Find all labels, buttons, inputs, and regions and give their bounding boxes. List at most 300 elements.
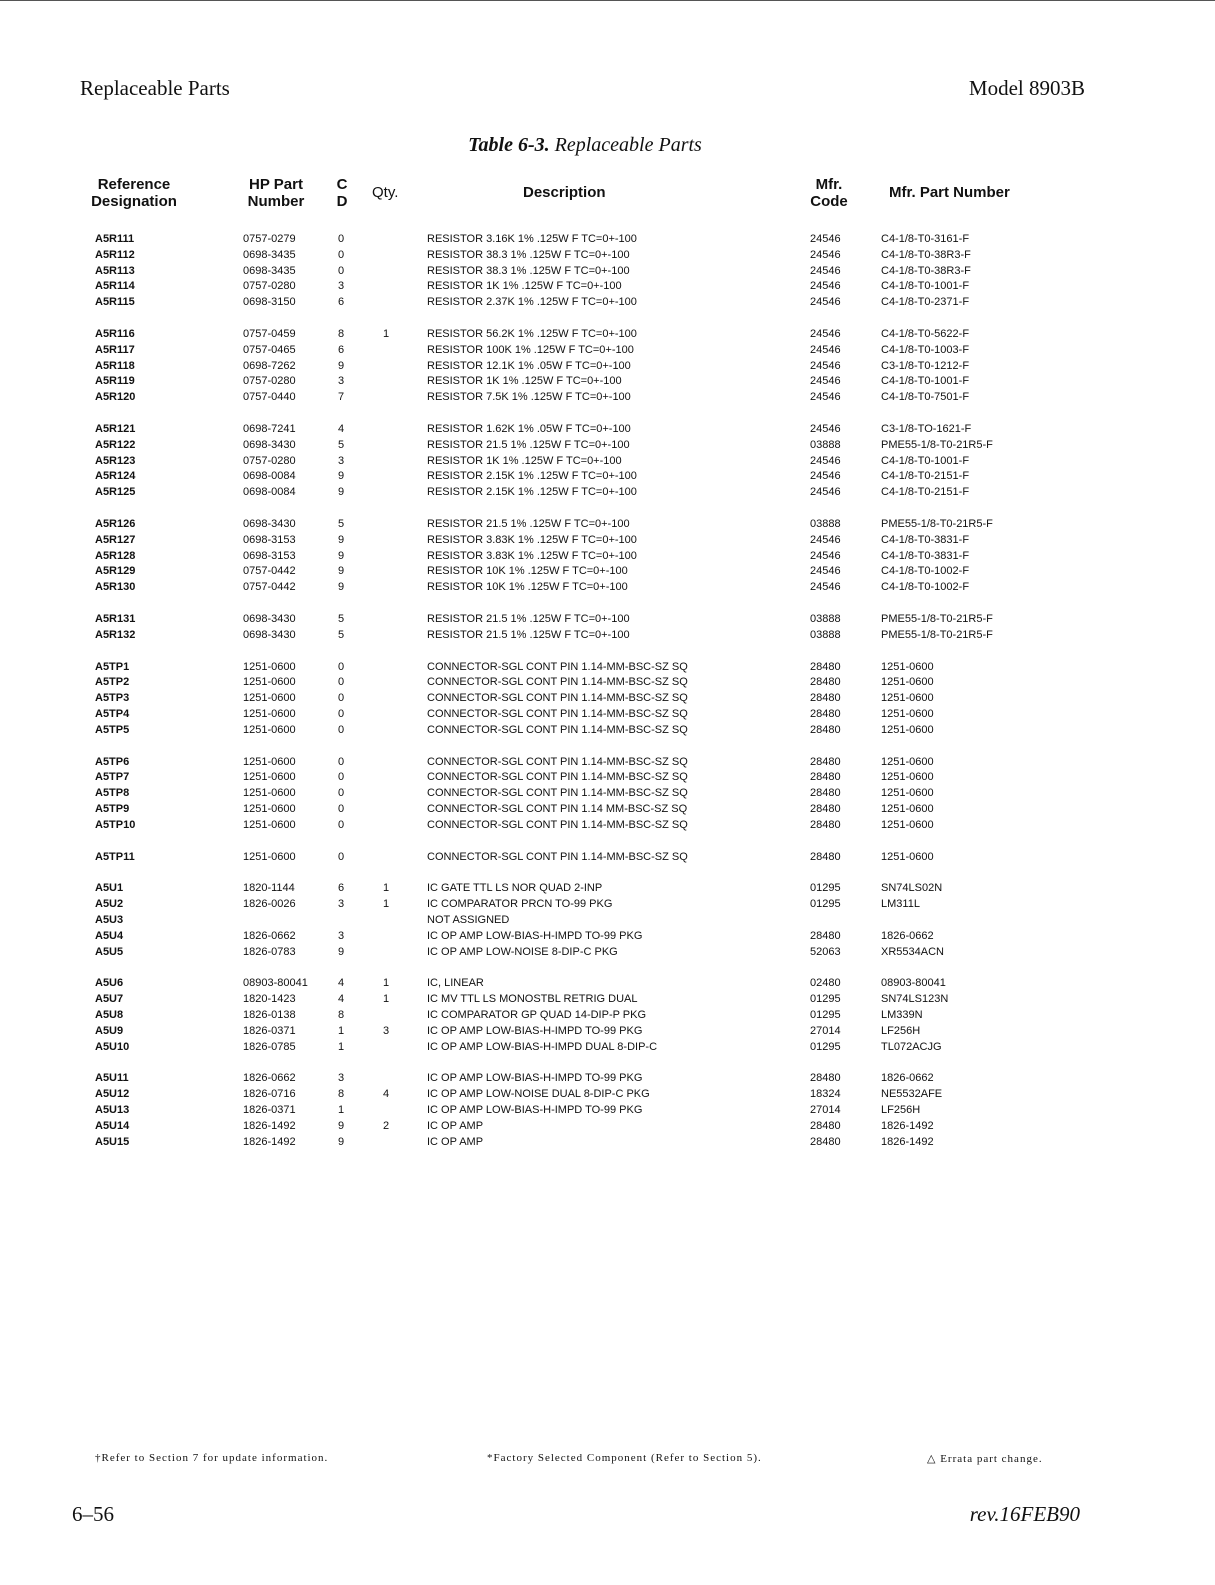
mfr-part-number: C4-1/8-T0-2371-F bbox=[881, 296, 970, 309]
mfr-code: 03888 bbox=[810, 518, 841, 530]
cd-check-digit: 9 bbox=[338, 533, 345, 546]
mfr-code: 24546 bbox=[810, 454, 841, 467]
table-row bbox=[0, 231, 1215, 247]
description: RESISTOR 12.1K 1% .05W F TC=0+-100 bbox=[427, 359, 631, 372]
hp-part-number: 0757-0442 bbox=[243, 565, 296, 578]
hp-part-number: 0698-7241 bbox=[243, 423, 296, 435]
reference-designation: A5U9 bbox=[95, 1024, 124, 1037]
mfr-part-number: C4-1/8-T0-1001-F bbox=[881, 454, 970, 467]
reference-designation: A5R131 bbox=[95, 613, 136, 625]
description: RESISTOR 21.5 1% .125W F TC=0+-100 bbox=[427, 628, 630, 641]
description: CONNECTOR-SGL CONT PIN 1.14-MM-BSC-SZ SQ bbox=[427, 692, 688, 705]
table-row bbox=[0, 468, 1215, 484]
table-row bbox=[0, 247, 1215, 263]
table-row bbox=[0, 674, 1215, 690]
cd-check-digit: 5 bbox=[338, 628, 345, 641]
mfr-part-number: C3-1/8-TO-1621-F bbox=[881, 423, 972, 435]
col-header-cd-line2: D bbox=[336, 193, 348, 210]
col-header-cd-line1: C bbox=[336, 176, 348, 193]
cd-check-digit: 8 bbox=[338, 1009, 345, 1021]
description: RESISTOR 21.5 1% .125W F TC=0+-100 bbox=[427, 518, 630, 530]
reference-designation: A5TP3 bbox=[95, 692, 130, 705]
reference-designation: A5U3 bbox=[95, 914, 124, 926]
table-row bbox=[0, 342, 1215, 358]
mfr-part-number: 1251-0600 bbox=[881, 850, 934, 863]
cd-check-digit: 0 bbox=[338, 723, 345, 736]
reference-designation: A5R129 bbox=[95, 565, 136, 578]
mfr-part-number: 1251-0600 bbox=[881, 755, 934, 768]
mfr-part-number: 1251-0600 bbox=[881, 803, 934, 815]
hp-part-number: 1251-0600 bbox=[243, 692, 296, 705]
hp-part-number: 1251-0600 bbox=[243, 676, 296, 689]
table-row bbox=[0, 912, 1215, 928]
table-row bbox=[0, 1134, 1215, 1150]
cd-check-digit: 5 bbox=[338, 518, 345, 530]
revision-date: rev.16FEB90 bbox=[969, 1502, 1080, 1526]
reference-designation: A5R125 bbox=[95, 486, 136, 499]
mfr-code: 27014 bbox=[810, 1104, 841, 1116]
table-row bbox=[0, 1070, 1215, 1086]
cd-check-digit: 4 bbox=[338, 993, 345, 1006]
mfr-part-number: 1826-0662 bbox=[881, 1072, 934, 1085]
table-row bbox=[0, 579, 1215, 595]
table-row bbox=[0, 532, 1215, 548]
mfr-code: 24546 bbox=[810, 233, 841, 245]
cd-check-digit: 3 bbox=[338, 1072, 345, 1085]
table-title bbox=[0, 134, 1170, 157]
cd-check-digit: 0 bbox=[338, 708, 345, 720]
mfr-part-number: 1251-0600 bbox=[881, 771, 934, 784]
cd-check-digit: 3 bbox=[338, 454, 345, 467]
quantity: 1 bbox=[383, 993, 390, 1006]
cd-check-digit: 7 bbox=[338, 391, 345, 404]
description: RESISTOR 21.5 1% .125W F TC=0+-100 bbox=[427, 438, 630, 451]
mfr-code: 03888 bbox=[810, 628, 841, 641]
hp-part-number: 0757-0280 bbox=[243, 375, 296, 388]
mfr-part-number: 1826-1492 bbox=[881, 1119, 934, 1132]
description: RESISTOR 3.16K 1% .125W F TC=0+-100 bbox=[427, 233, 637, 245]
reference-designation: A5R118 bbox=[95, 359, 135, 372]
cd-check-digit: 8 bbox=[338, 1088, 345, 1101]
reference-designation: A5U6 bbox=[95, 977, 124, 990]
hp-part-number: 1251-0600 bbox=[243, 723, 296, 736]
hp-part-number: 1251-0600 bbox=[243, 708, 296, 720]
mfr-part-number: LF256H bbox=[881, 1104, 921, 1116]
description: CONNECTOR-SGL CONT PIN 1.14-MM-BSC-SZ SQ bbox=[427, 708, 688, 720]
hp-part-number: 1251-0600 bbox=[243, 850, 296, 863]
cd-check-digit: 0 bbox=[338, 755, 345, 768]
reference-designation: A5R130 bbox=[95, 581, 136, 594]
table-row bbox=[0, 754, 1215, 770]
description: IC MV TTL LS MONOSTBL RETRIG DUAL bbox=[427, 993, 638, 1006]
mfr-code: 28480 bbox=[810, 1072, 841, 1085]
mfr-part-number: C4-1/8-T0-1003-F bbox=[881, 343, 970, 356]
mfr-part-number: 1826-1492 bbox=[881, 1135, 934, 1148]
description: RESISTOR 1K 1% .125W F TC=0+-100 bbox=[427, 454, 622, 467]
hp-part-number: 0698-3430 bbox=[243, 628, 296, 641]
mfr-code: 01295 bbox=[810, 1040, 841, 1053]
quantity: 1 bbox=[383, 882, 390, 895]
reference-designation: A5U10 bbox=[95, 1040, 130, 1053]
table-row bbox=[0, 611, 1215, 627]
mfr-part-number: C4-1/8-T0-1001-F bbox=[881, 375, 970, 388]
cd-check-digit: 9 bbox=[338, 470, 345, 483]
cd-check-digit: 4 bbox=[338, 423, 345, 435]
reference-designation: A5R112 bbox=[95, 248, 135, 261]
table-row bbox=[0, 516, 1215, 532]
table-row bbox=[0, 817, 1215, 833]
mfr-code: 28480 bbox=[810, 1119, 841, 1132]
cd-check-digit: 0 bbox=[338, 850, 345, 863]
hp-part-number: 1826-0662 bbox=[243, 1072, 296, 1085]
mfr-code: 24546 bbox=[810, 375, 841, 388]
mfr-code: 24546 bbox=[810, 328, 841, 340]
mfr-part-number: PME55-1/8-T0-21R5-F bbox=[881, 518, 993, 530]
reference-designation: A5TP11 bbox=[95, 850, 135, 863]
reference-designation: A5U14 bbox=[95, 1119, 130, 1132]
quantity: 1 bbox=[383, 977, 390, 990]
description: CONNECTOR-SGL CONT PIN 1.14-MM-BSC-SZ SQ bbox=[427, 771, 688, 784]
reference-designation: A5TP1 bbox=[95, 660, 130, 673]
mfr-part-number: 1251-0600 bbox=[881, 818, 934, 831]
description: IC COMPARATOR PRCN TO-99 PKG bbox=[427, 898, 613, 911]
reference-designation: A5U11 bbox=[95, 1072, 129, 1085]
mfr-part-number: PME55-1/8-T0-21R5-F bbox=[881, 628, 993, 641]
cd-check-digit: 9 bbox=[338, 565, 345, 578]
mfr-code: 28480 bbox=[810, 787, 841, 800]
col-header-hp-line1: HP Part bbox=[249, 176, 303, 193]
description: NOT ASSIGNED bbox=[427, 914, 510, 926]
cd-check-digit: 0 bbox=[338, 676, 345, 689]
hp-part-number: 1826-0716 bbox=[243, 1088, 296, 1101]
description: RESISTOR 1.62K 1% .05W F TC=0+-100 bbox=[427, 423, 631, 435]
reference-designation: A5U15 bbox=[95, 1135, 130, 1148]
mfr-code: 03888 bbox=[810, 613, 841, 625]
table-number: Table 6-3. bbox=[468, 134, 550, 156]
reference-designation: A5R123 bbox=[95, 454, 136, 467]
quantity: 4 bbox=[383, 1088, 390, 1101]
hp-part-number: 1826-0371 bbox=[243, 1024, 296, 1037]
hp-part-number: 0698-3435 bbox=[243, 264, 296, 277]
reference-designation: A5U4 bbox=[95, 929, 124, 942]
cd-check-digit: 3 bbox=[338, 898, 345, 911]
description: IC GATE TTL LS NOR QUAD 2-INP bbox=[427, 882, 603, 895]
hp-part-number: 0757-0459 bbox=[243, 328, 296, 340]
hp-part-number: 0698-3150 bbox=[243, 296, 296, 309]
table-row bbox=[0, 975, 1215, 991]
table-row bbox=[0, 944, 1215, 960]
hp-part-number: 0757-0442 bbox=[243, 581, 296, 594]
description: RESISTOR 38.3 1% .125W F TC=0+-100 bbox=[427, 248, 630, 261]
table-row bbox=[0, 437, 1215, 453]
mfr-code: 01295 bbox=[810, 898, 841, 911]
hp-part-number: 1820-1144 bbox=[243, 882, 295, 895]
mfr-part-number: C4-1/8-T0-3831-F bbox=[881, 549, 970, 562]
reference-designation: A5U8 bbox=[95, 1009, 124, 1021]
col-header-hp-part bbox=[238, 176, 314, 210]
col-header-mfr-code bbox=[800, 176, 858, 210]
cd-check-digit: 4 bbox=[338, 977, 345, 990]
cd-check-digit: 3 bbox=[338, 929, 345, 942]
reference-designation: A5U7 bbox=[95, 993, 124, 1006]
reference-designation: A5R116 bbox=[95, 328, 135, 340]
description: IC OP AMP bbox=[427, 1119, 484, 1132]
running-header-section: Replaceable Parts bbox=[80, 76, 230, 100]
mfr-part-number: C4-1/8-T0-2151-F bbox=[881, 470, 970, 483]
quantity: 2 bbox=[383, 1119, 390, 1132]
cd-check-digit: 1 bbox=[338, 1024, 345, 1037]
cd-check-digit: 9 bbox=[338, 945, 345, 958]
cd-check-digit: 0 bbox=[338, 692, 345, 705]
description: RESISTOR 10K 1% .125W F TC=0+-100 bbox=[427, 565, 628, 578]
mfr-code: 24546 bbox=[810, 296, 841, 309]
table-row bbox=[0, 1086, 1215, 1102]
quantity: 1 bbox=[383, 898, 390, 911]
description: CONNECTOR-SGL CONT PIN 1.14-MM-BSC-SZ SQ bbox=[427, 850, 688, 863]
page-number: 6–56 bbox=[72, 1502, 114, 1526]
table-row bbox=[0, 991, 1215, 1007]
mfr-part-number: 08903-80041 bbox=[881, 977, 946, 990]
description: IC OP AMP LOW-BIAS-H-IMPD DUAL 8-DIP-C bbox=[427, 1040, 658, 1053]
table-row bbox=[0, 389, 1215, 405]
col-header-mfr-part: Mfr. Part Number bbox=[889, 184, 1010, 201]
reference-designation: A5R128 bbox=[95, 549, 136, 562]
mfr-code: 27014 bbox=[810, 1024, 841, 1037]
cd-check-digit: 6 bbox=[338, 296, 345, 309]
description: RESISTOR 56.2K 1% .125W F TC=0+-100 bbox=[427, 328, 637, 340]
mfr-part-number: C3-1/8-T0-1212-F bbox=[881, 359, 970, 372]
quantity: 3 bbox=[383, 1024, 390, 1037]
description: IC OP AMP bbox=[427, 1135, 484, 1148]
top-rule bbox=[0, 0, 1215, 1]
hp-part-number: 08903-80041 bbox=[243, 977, 308, 990]
table-row bbox=[0, 373, 1215, 389]
cd-check-digit: 9 bbox=[338, 359, 345, 372]
mfr-part-number: SN74LS02N bbox=[881, 882, 943, 895]
description: CONNECTOR-SGL CONT PIN 1.14-MM-BSC-SZ SQ bbox=[427, 676, 688, 689]
reference-designation: A5R119 bbox=[95, 375, 135, 388]
table-row bbox=[0, 278, 1215, 294]
cd-check-digit: 6 bbox=[338, 882, 345, 895]
mfr-code: 24546 bbox=[810, 264, 841, 277]
table-row bbox=[0, 627, 1215, 643]
table-row bbox=[0, 769, 1215, 785]
mfr-part-number: 1251-0600 bbox=[881, 787, 934, 800]
cd-check-digit: 5 bbox=[338, 613, 345, 625]
mfr-part-number: 1251-0600 bbox=[881, 676, 934, 689]
mfr-code: 18324 bbox=[810, 1088, 841, 1101]
mfr-code: 01295 bbox=[810, 993, 841, 1006]
table-row bbox=[0, 1039, 1215, 1055]
reference-designation: A5R124 bbox=[95, 470, 136, 483]
mfr-part-number: SN74LS123N bbox=[881, 993, 949, 1006]
hp-part-number: 0698-3430 bbox=[243, 518, 296, 530]
footnote-errata: △ Errata part change. bbox=[927, 1453, 1043, 1465]
table-row bbox=[0, 358, 1215, 374]
table-row bbox=[0, 880, 1215, 896]
mfr-code: 28480 bbox=[810, 708, 841, 720]
col-header-code-line2: Code bbox=[810, 193, 848, 210]
mfr-code: 24546 bbox=[810, 486, 841, 499]
cd-check-digit: 9 bbox=[338, 1119, 345, 1132]
hp-part-number: 0757-0465 bbox=[243, 343, 296, 356]
cd-check-digit: 0 bbox=[338, 264, 345, 277]
cd-check-digit: 1 bbox=[338, 1040, 345, 1053]
description: CONNECTOR-SGL CONT PIN 1.14-MM-BSC-SZ SQ bbox=[427, 755, 688, 768]
description: CONNECTOR-SGL CONT PIN 1.14-MM-BSC-SZ SQ bbox=[427, 818, 688, 831]
mfr-code: 24546 bbox=[810, 565, 841, 578]
mfr-code: 28480 bbox=[810, 660, 841, 673]
mfr-part-number: XR5534ACN bbox=[881, 945, 944, 958]
hp-part-number: 1251-0600 bbox=[243, 771, 296, 784]
mfr-part-number: 1251-0600 bbox=[881, 660, 934, 673]
reference-designation: A5U5 bbox=[95, 945, 124, 958]
table-row bbox=[0, 928, 1215, 944]
reference-designation: A5R127 bbox=[95, 533, 136, 546]
mfr-code: 24546 bbox=[810, 391, 841, 404]
mfr-code: 28480 bbox=[810, 1135, 841, 1148]
reference-designation: A5R121 bbox=[95, 423, 136, 435]
col-header-code-line1: Mfr. bbox=[815, 176, 843, 193]
col-header-description: Description bbox=[523, 184, 606, 201]
table-row bbox=[0, 896, 1215, 912]
hp-part-number: 1826-1492 bbox=[243, 1135, 296, 1148]
table-row bbox=[0, 1118, 1215, 1134]
table-row bbox=[0, 548, 1215, 564]
mfr-code: 28480 bbox=[810, 755, 841, 768]
col-header-reference-line2: Designation bbox=[91, 193, 177, 210]
mfr-code: 28480 bbox=[810, 692, 841, 705]
description: CONNECTOR-SGL CONT PIN 1.14-MM-BSC-SZ SQ bbox=[427, 787, 688, 800]
description: CONNECTOR-SGL CONT PIN 1.14-MM-BSC-SZ SQ bbox=[427, 723, 688, 736]
hp-part-number: 0698-7262 bbox=[243, 359, 296, 372]
description: CONNECTOR-SGL CONT PIN 1.14 MM-BSC-SZ SQ bbox=[427, 803, 688, 815]
mfr-part-number: C4-1/8-T0-1002-F bbox=[881, 565, 970, 578]
description: IC COMPARATOR GP QUAD 14-DIP-P PKG bbox=[427, 1009, 647, 1021]
mfr-part-number: PME55-1/8-T0-21R5-F bbox=[881, 613, 993, 625]
reference-designation: A5TP4 bbox=[95, 708, 130, 720]
description: IC OP AMP LOW-NOISE 8-DIP-C PKG bbox=[427, 945, 618, 958]
table-row bbox=[0, 484, 1215, 500]
cd-check-digit: 0 bbox=[338, 803, 345, 815]
mfr-part-number: C4-1/8-T0-1001-F bbox=[881, 280, 970, 293]
mfr-part-number: C4-1/8-T0-7501-F bbox=[881, 391, 970, 404]
mfr-code: 28480 bbox=[810, 803, 841, 815]
mfr-code: 24546 bbox=[810, 581, 841, 594]
hp-part-number: 0757-0280 bbox=[243, 454, 296, 467]
running-header-model: Model 8903B bbox=[968, 76, 1085, 100]
footnote-factory-selected: *Factory Selected Component (Refer to Section 5). bbox=[487, 1452, 762, 1464]
cd-check-digit: 5 bbox=[338, 438, 345, 451]
hp-part-number: 0757-0280 bbox=[243, 280, 296, 293]
hp-part-number: 0698-0084 bbox=[243, 486, 296, 499]
hp-part-number: 1826-0783 bbox=[243, 945, 296, 958]
mfr-part-number: C4-1/8-T0-38R3-F bbox=[881, 248, 971, 261]
hp-part-number: 0698-3430 bbox=[243, 613, 296, 625]
cd-check-digit: 9 bbox=[338, 486, 345, 499]
description: IC OP AMP LOW-BIAS-H-IMPD TO-99 PKG bbox=[427, 929, 643, 942]
table-row bbox=[0, 849, 1215, 865]
mfr-part-number: TL072ACJG bbox=[881, 1040, 942, 1053]
hp-part-number: 1826-1492 bbox=[243, 1119, 296, 1132]
cd-check-digit: 9 bbox=[338, 549, 345, 562]
description: IC OP AMP LOW-NOISE DUAL 8-DIP-C PKG bbox=[427, 1088, 650, 1101]
mfr-code: 02480 bbox=[810, 977, 841, 990]
reference-designation: A5TP2 bbox=[95, 676, 130, 689]
mfr-code: 28480 bbox=[810, 850, 841, 863]
description: RESISTOR 100K 1% .125W F TC=0+-100 bbox=[427, 343, 634, 356]
cd-check-digit: 6 bbox=[338, 343, 345, 356]
hp-part-number: 1251-0600 bbox=[243, 818, 296, 831]
mfr-code: 24546 bbox=[810, 470, 841, 483]
reference-designation: A5R115 bbox=[95, 296, 135, 309]
mfr-code: 24546 bbox=[810, 248, 841, 261]
reference-designation: A5R113 bbox=[95, 264, 135, 277]
cd-check-digit: 9 bbox=[338, 1135, 345, 1148]
table-row bbox=[0, 1007, 1215, 1023]
reference-designation: A5TP7 bbox=[95, 771, 130, 784]
reference-designation: A5R126 bbox=[95, 518, 136, 530]
cd-check-digit: 0 bbox=[338, 818, 345, 831]
col-header-cd bbox=[331, 176, 353, 210]
footnote-update-info: †Refer to Section 7 for update information. bbox=[95, 1452, 329, 1464]
cd-check-digit: 0 bbox=[338, 233, 345, 245]
mfr-part-number: 1251-0600 bbox=[881, 692, 934, 705]
mfr-part-number: C4-1/8-T0-2151-F bbox=[881, 486, 970, 499]
cd-check-digit: 0 bbox=[338, 787, 345, 800]
mfr-code: 24546 bbox=[810, 343, 841, 356]
mfr-code: 28480 bbox=[810, 929, 841, 942]
table-row bbox=[0, 659, 1215, 675]
hp-part-number: 1826-0662 bbox=[243, 929, 296, 942]
hp-part-number: 0698-0084 bbox=[243, 470, 296, 483]
hp-part-number: 1251-0600 bbox=[243, 787, 296, 800]
table-row bbox=[0, 785, 1215, 801]
table-row bbox=[0, 1023, 1215, 1039]
cd-check-digit: 0 bbox=[338, 660, 345, 673]
reference-designation: A5TP10 bbox=[95, 818, 136, 831]
reference-designation: A5U1 bbox=[95, 882, 124, 895]
description: RESISTOR 1K 1% .125W F TC=0+-100 bbox=[427, 375, 622, 388]
description: RESISTOR 2.15K 1% .125W F TC=0+-100 bbox=[427, 486, 637, 499]
description: IC OP AMP LOW-BIAS-H-IMPD TO-99 PKG bbox=[427, 1072, 643, 1085]
hp-part-number: 1251-0600 bbox=[243, 803, 296, 815]
table-row bbox=[0, 801, 1215, 817]
hp-part-number: 1820-1423 bbox=[243, 993, 296, 1006]
mfr-part-number: NE5532AFE bbox=[881, 1088, 943, 1101]
quantity: 1 bbox=[383, 328, 390, 340]
reference-designation: A5TP8 bbox=[95, 787, 130, 800]
table-name: Replaceable Parts bbox=[554, 134, 702, 156]
mfr-part-number: LF256H bbox=[881, 1024, 921, 1037]
reference-designation: A5R120 bbox=[95, 391, 136, 404]
hp-part-number: 1826-0026 bbox=[243, 898, 296, 911]
hp-part-number: 0757-0440 bbox=[243, 391, 296, 404]
hp-part-number: 1826-0371 bbox=[243, 1104, 296, 1116]
description: RESISTOR 38.3 1% .125W F TC=0+-100 bbox=[427, 264, 630, 277]
description: RESISTOR 7.5K 1% .125W F TC=0+-100 bbox=[427, 391, 631, 404]
mfr-part-number: 1251-0600 bbox=[881, 723, 934, 736]
mfr-code: 28480 bbox=[810, 676, 841, 689]
hp-part-number: 1826-0785 bbox=[243, 1040, 296, 1053]
table-row bbox=[0, 453, 1215, 469]
reference-designation: A5R132 bbox=[95, 628, 136, 641]
reference-designation: A5TP6 bbox=[95, 755, 130, 768]
cd-check-digit: 3 bbox=[338, 280, 345, 293]
mfr-code: 24546 bbox=[810, 359, 841, 372]
mfr-code: 24546 bbox=[810, 280, 841, 293]
mfr-code: 03888 bbox=[810, 438, 841, 451]
